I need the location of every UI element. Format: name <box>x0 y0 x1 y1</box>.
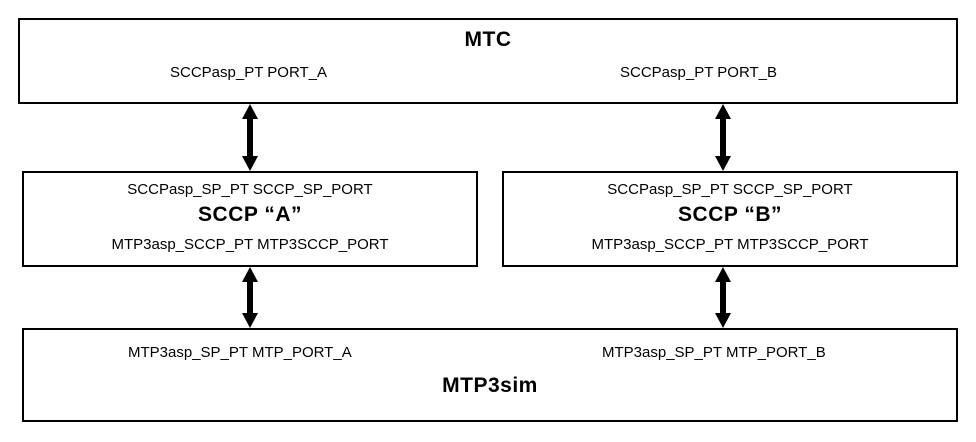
connector-sccp-a-to-mtp3sim <box>239 267 261 328</box>
connector-sccp-b-to-mtp3sim <box>712 267 734 328</box>
node-mtp3sim-port-a-label: MTP3asp_SP_PT MTP_PORT_A <box>128 344 352 361</box>
node-sccp-b-title: SCCP “B” <box>678 203 782 226</box>
node-sccp-a-bottom-ports-label: MTP3asp_SCCP_PT MTP3SCCP_PORT <box>111 236 389 253</box>
node-sccp-b <box>502 171 958 267</box>
node-mtp3sim <box>22 328 958 422</box>
connector-mtc-to-sccp-b <box>712 104 734 171</box>
node-mtc-port-a-label: SCCPasp_PT PORT_A <box>170 64 328 81</box>
node-mtc-title: MTC <box>464 28 512 51</box>
connector-mtc-to-sccp-a <box>239 104 261 171</box>
node-sccp-a-title: SCCP “A” <box>198 203 302 226</box>
node-sccp-b-bottom-ports-label: MTP3asp_SCCP_PT MTP3SCCP_PORT <box>591 236 869 253</box>
node-mtp3sim-title: MTP3sim <box>442 374 538 397</box>
node-mtp3sim-port-b-label: MTP3asp_SP_PT MTP_PORT_B <box>602 344 826 361</box>
node-sccp-a <box>22 171 478 267</box>
node-sccp-a-top-ports-label: SCCPasp_SP_PT SCCP_SP_PORT <box>127 181 373 198</box>
node-mtc-port-b-label: SCCPasp_PT PORT_B <box>620 64 778 81</box>
node-mtc <box>18 18 958 104</box>
node-sccp-b-top-ports-label: SCCPasp_SP_PT SCCP_SP_PORT <box>607 181 853 198</box>
